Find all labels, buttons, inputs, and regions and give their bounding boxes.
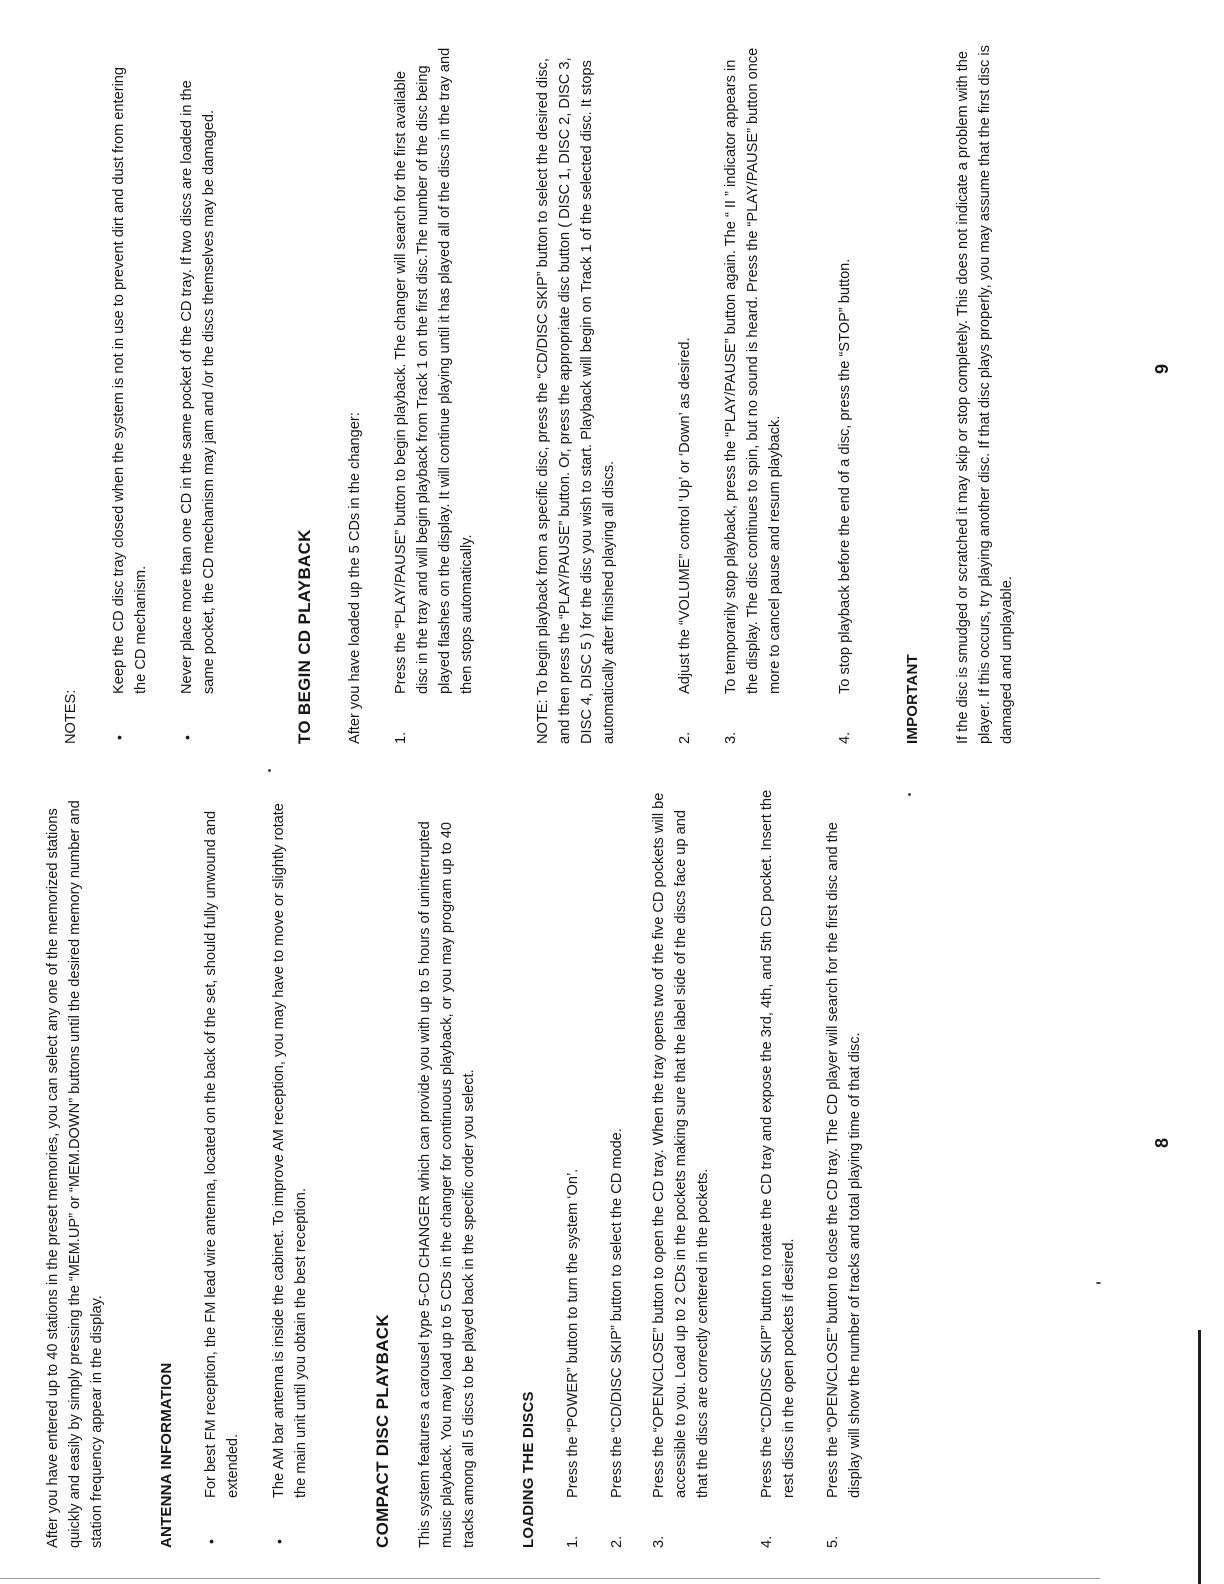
intro-paragraph: After you have entered up to 40 stations in the preset memories, you can select any one of the memorized stations quickly and easily by simply pressing the “MEM.UP” or “MEM.DOWN” buttons until the desired memory number and station frequency appear in the display. [45,800,105,1548]
note-paragraph: NOTE: To begin playback from a specific disc, press the “CD/DISC SKIP” button to select the desired disc, and then press the “PLAY/PAUSE” button. Or, press the appropriate disc button ( DISC 1, DISC 2, DISC 3, DISC 4, DISC 5 ) for the disc you wish to start. Playback will begin on Track 1 of the selected disc. It stops automatically after finished playing all discs. [535,57,617,744]
step-number: 2. [609,1535,625,1548]
notes-bullet-1 [108,44,152,744]
notes-bullet-2 [176,44,220,744]
step-text: Press the “OPEN/CLOSE” button to close the CD tray. The CD player will search for the first disc and the display will show the number of tracks and total playing time of that disc. [825,822,863,1498]
play-step-4 [834,44,856,744]
step-text: To temporarily stop playback, press the “PLAY/PAUSE” button again. The “ II ” indicator appears in the display. The disc continues to spin, but no sound is heard. Press the “PLAY/PAUSE” button once more to cancel pause and resum playback. [723,47,783,694]
notes-bullet-2-text: Never place more than one CD in the same pocket of the CD tray. If two discs are loaded in the same pocket, the CD mechanism may jam and /or the discs themselves may be damaged. [179,80,217,694]
antenna-bullet-fm-text: For best FM reception, the FM lead wire antenna, located on the back of the set, should fully unwound and extended. [203,810,241,1498]
scan-speck [268,769,271,772]
loading-step-2 [606,788,628,1548]
step-number: 4. [759,1535,775,1548]
step-number: 1. [565,1535,581,1548]
step-text: Press the “CD/DISC SKIP” button to rotate the CD tray and expose the 3rd, 4th, and 5th CD pocket. Insert the rest discs in the open pockets if desired. [759,789,797,1498]
bullet-icon: • [271,1539,287,1544]
begin-playback-heading: TO BEGIN CD PLAYBACK [295,529,314,744]
notes-bullet-1-text: Keep the CD disc tray closed when the system is not in use to prevent dirt and dust from entering the CD mechanism. [111,66,149,694]
scan-speck [1096,1282,1101,1284]
step-text: Press the “POWER” button to turn the system ‘On’. [565,1168,581,1498]
loading-step-1 [562,788,584,1548]
page-number-right: 9 [1152,363,1172,374]
important-heading: IMPORTANT [904,654,921,744]
bullet-icon: • [179,735,195,740]
loading-step-5 [822,788,866,1548]
step-text: Press the “PLAY/PAUSE” button to begin playback. The changer will search for the first available disc in the tray and will begin playback from Track 1 on the first disc.The number of the disc being played flashes on the display. It will continue playing until it has played all of the discs in the tray and then stops automatically. [393,47,475,694]
loading-step-4 [756,788,800,1548]
bullet-icon: • [203,1539,219,1544]
step-number: 1. [393,731,409,744]
step-number: 2. [677,731,693,744]
antenna-heading: ANTENNA INFORMATION [158,1362,175,1548]
play-step-3 [720,44,786,744]
begin-intro: After you have loaded up the 5 CDs in the changer: [347,412,363,744]
step-text: Press the “OPEN/CLOSE” button to open the CD tray. When the tray opens two of the five CD pockets will be accessible to you. Load up to 2 CDs in the pockets making sure that the label side of the discs face up and that the discs are correctly centered in the pockets. [651,792,711,1498]
cd-playback-heading: COMPACT DISC PLAYBACK [373,1314,392,1548]
step-text: To stop playback before the end of a disc, press the “STOP” button. [837,258,853,694]
page-number-left: 8 [1152,1137,1172,1148]
step-number: 3. [651,1535,667,1548]
antenna-bullet-am-text: The AM bar antenna is inside the cabinet. To improve AM reception, you may have to move or slightly rotate the main unit until you obtain the best reception. [271,803,309,1498]
scan-edge-rule [1198,1330,1201,1584]
play-step-2 [674,44,696,744]
loading-step-3 [648,788,714,1548]
bullet-icon: • [111,735,127,740]
important-paragraph: If the disc is smudged or scratched it may skip or stop completely. This does not indicate a problem with the player. If this occurs, try playing another disc. If that disc plays properly, you may assume that the first disc is damaged and unplayable. [955,45,1015,744]
scan-edge-line [0,1578,1100,1579]
notes-label: NOTES: [63,689,79,744]
loading-heading: LOADING THE DISCS [520,1391,537,1548]
step-text: Adjust the “VOLUME” control ‘Up’ or ‘Down’ as desired. [677,337,693,694]
step-number: 5. [825,1535,841,1548]
antenna-bullet-fm [200,788,244,1548]
step-number: 3. [723,731,739,744]
play-step-1 [390,44,478,744]
scan-speck [908,793,911,796]
step-text: Press the “CD/DISC SKIP” button to select the CD mode. [609,1128,625,1498]
antenna-bullet-am [268,788,312,1548]
cd-intro-paragraph: This system features a carousel type 5-CD CHANGER which can provide you with up to 5 hours of uninterrupted music playback. You may load up to 5 CDs in the changer for continuous playback, or you may program up to 40 tracks among all 5 discs to be played back in the specific order you select. [417,821,477,1548]
step-number: 4. [837,731,853,744]
